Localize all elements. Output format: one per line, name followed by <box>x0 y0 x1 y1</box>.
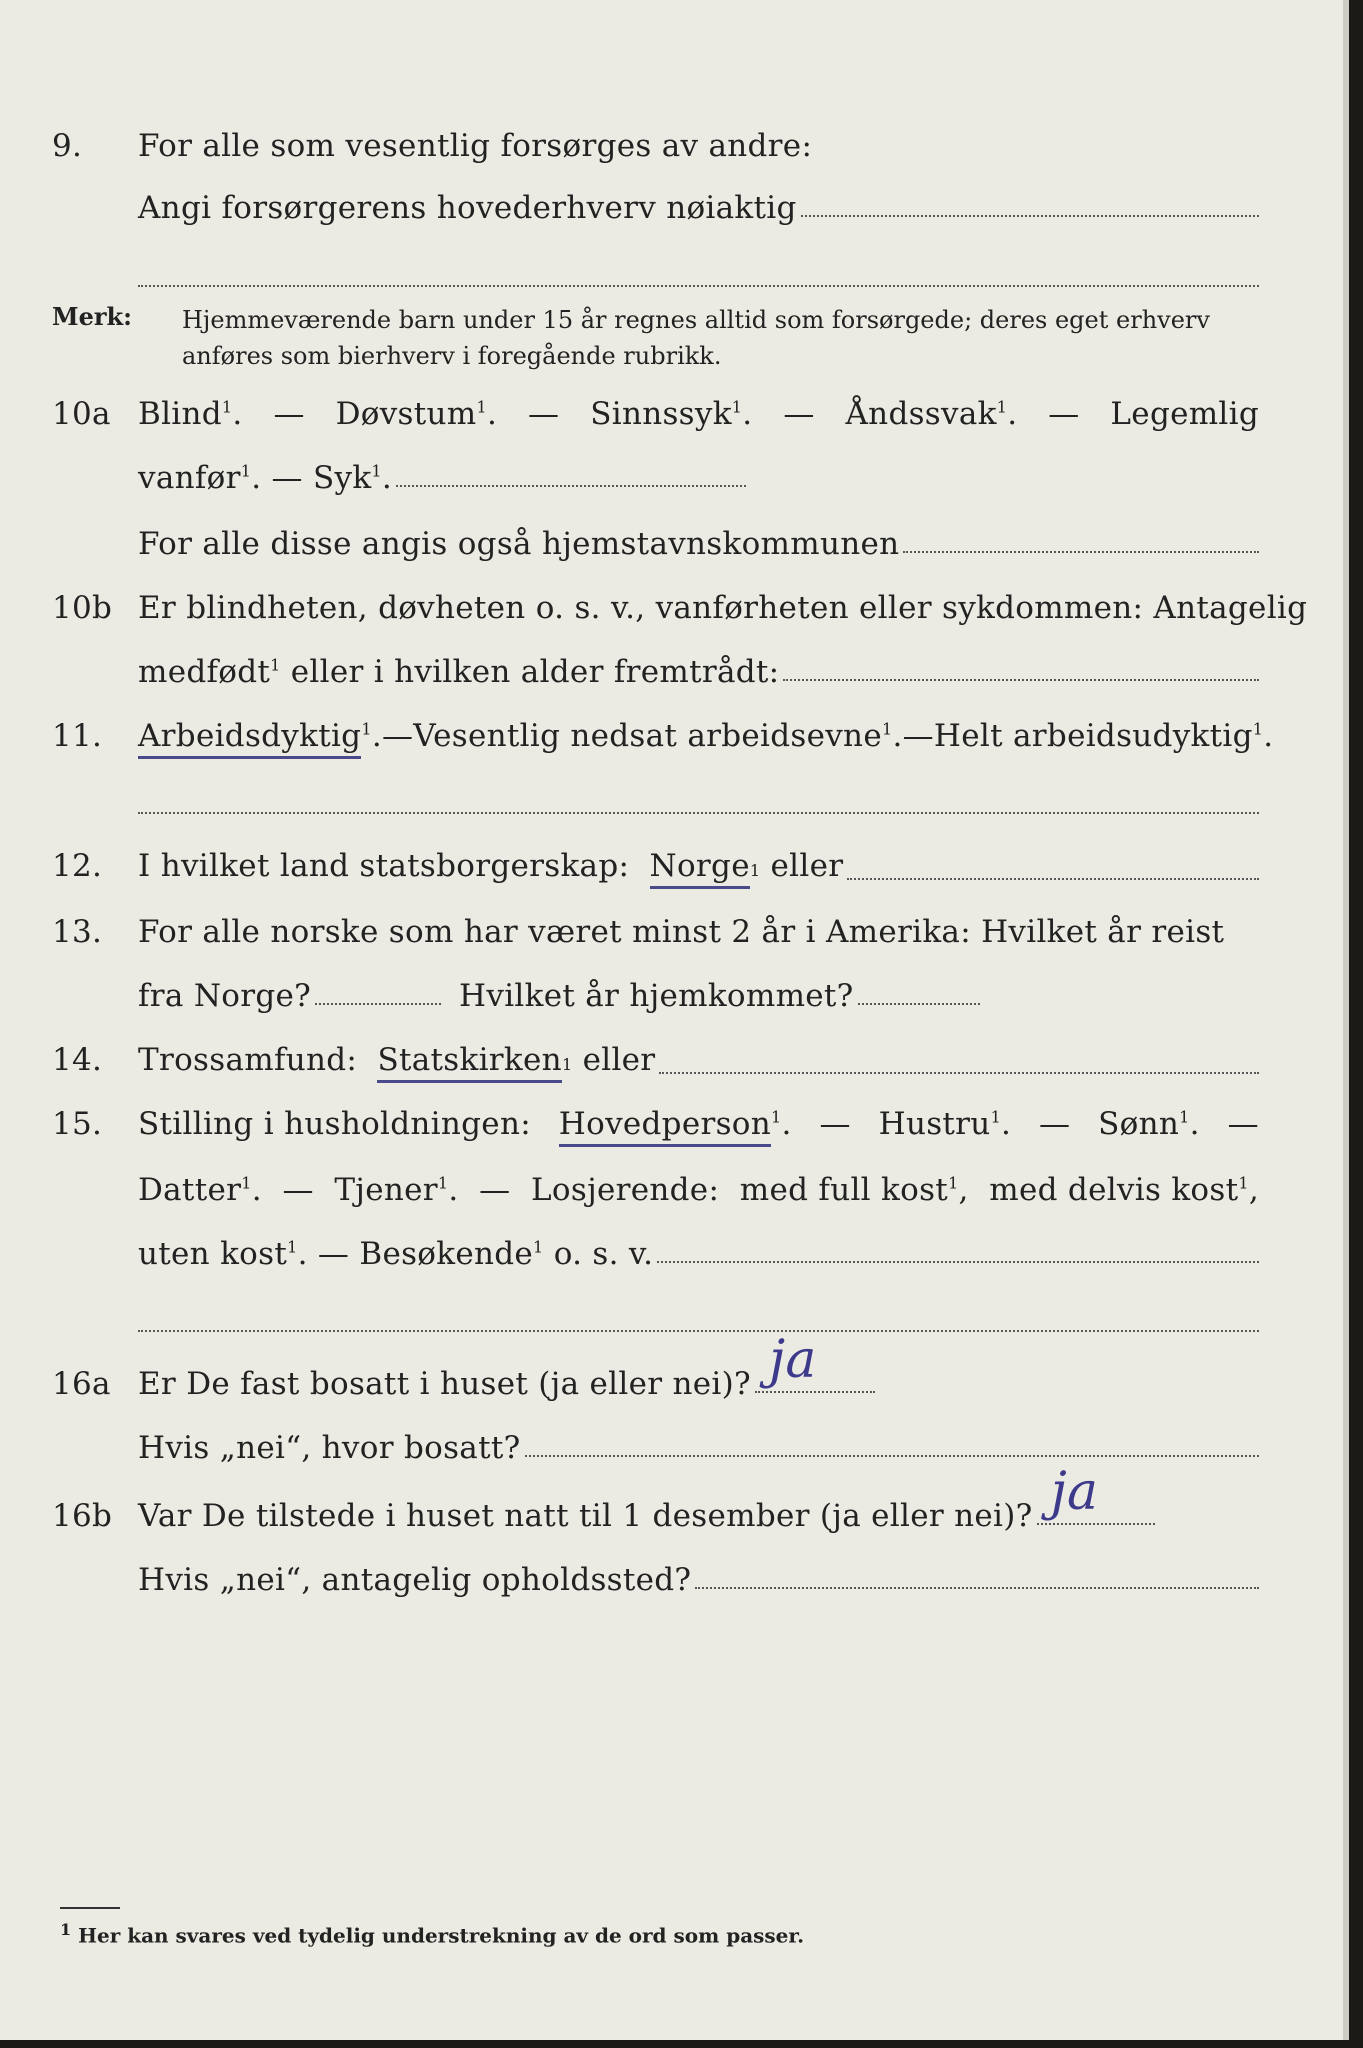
q13-fra-norge: fra Norge? <box>138 978 312 1014</box>
q15-text: Stilling i husholdningen: <box>138 1106 531 1142</box>
q9-question: Angi forsørgerens hovederhverv nøiaktig <box>138 190 797 226</box>
q10b-alder-text: eller i hvilken alder fremtrådt: <box>290 654 780 690</box>
opt-norge-underlined[interactable]: Norge <box>650 848 750 889</box>
footnote-text: Her kan svares ved tydelig understrekning av de ord som passer. <box>78 1923 805 1948</box>
census-form-page: 9. For alle som vesentlig forsørges av andre: Angi forsørgerens hovederhverv nøiaktig Merk: Hjemmeværende barn under 15 år regnes alltid som forsørgede; deres eget erhverv anføres som bierhverv i foregående rubrikk. 10a Blind$^1$. — Døvstum$^1$. — Sinnssyk$^1$. — Åndssvak$^1$. — Legemlig vanfør$^1$. — Syk$^1$. For alle disse angis også hjemstavnskommunen 10b Er blindheten, døvheten o. s. v., vanførheten eller sykdommen: Antagelig medfødt$^1$ eller i hvilken alder fremtrådt: 11. Arbeidsdyktig$^1$. — Vesentlig nedsat arbeidsevne$^1$. — Helt arbeidsudyktig$^1$. 12. I hvilket land statsborgerskap: Norge 1 eller 13. For alle norske som har været minst 2 år i Amerika: Hvilket år reist fra Norge? Hvilket år hjemkommet? 14. Trossamfund: Statskirken 1 eller 15. Stilling i husholdningen: Hovedperson$^1$. — Hustru$^1$. — Sønn$^1$. — Datter$^1$. — Tjener$^1$. — Losjerende: med full kost$^1$, med delvis kost$^1$, uten kost$^1$. — Besøkende$^1$ o. s. v. 16a Er De fast bosatt i huset (ja eller nei)? ja Hvis „nei“, hvor bosatt? 16b Var De tilstede i huset natt til 1 desember (ja eller nei)? ja Hvis „nei“, antagelig opholdssted? $^1$ Her kan svares ved tydelig understrekning av de ord som passer. <box>0 0 1349 2040</box>
opt-statskirken-underlined[interactable]: Statskirken <box>377 1042 561 1083</box>
q16a-question: Er De fast bosatt i huset (ja eller nei)? <box>138 1366 751 1402</box>
q15-field[interactable] <box>657 1260 1259 1263</box>
q16a-handwritten-answer: ja <box>768 1330 817 1390</box>
q12-eller: eller <box>770 848 844 884</box>
q14-text: Trossamfund: <box>138 1042 358 1078</box>
q16b-question: Var De tilstede i huset natt til 1 desember (ja eller nei)? <box>138 1498 1033 1534</box>
q9-separator <box>138 285 1259 287</box>
opt-sonn[interactable]: Sønn <box>1098 1106 1180 1142</box>
q11-separator <box>138 812 1259 814</box>
opt-blind[interactable]: Blind <box>138 396 222 432</box>
opt-nedsat[interactable]: Vesentlig nedsat arbeidsevne <box>413 718 882 754</box>
q10a-number: 10a <box>52 396 111 432</box>
q15-number: 15. <box>52 1106 103 1142</box>
q15-separator <box>138 1330 1259 1332</box>
q9-number: 9. <box>52 128 83 164</box>
q16b-number: 16b <box>52 1498 113 1534</box>
q16a-number: 16a <box>52 1366 111 1402</box>
footnote-rule <box>60 1907 120 1909</box>
opt-syk[interactable]: Syk <box>312 460 372 496</box>
opt-arbeidsdyktig-underlined[interactable]: Arbeidsdyktig <box>138 718 361 759</box>
opt-dovstum[interactable]: Døvstum <box>335 396 477 432</box>
opt-delvis-kost[interactable]: med delvis kost <box>989 1172 1239 1208</box>
q16a-answer-field[interactable] <box>755 1330 875 1393</box>
opt-full-kost[interactable]: med full kost <box>739 1172 949 1208</box>
opt-vanfor[interactable]: vanfør <box>138 460 241 496</box>
opt-hovedperson-underlined[interactable]: Hovedperson <box>559 1106 771 1147</box>
q13-hjemkommet: Hvilket år hjemkommet? <box>459 978 854 1014</box>
opt-medfodt[interactable]: medfødt <box>138 654 271 690</box>
q15-osv: o. s. v. <box>553 1236 654 1272</box>
opt-sinnssyk[interactable]: Sinnssyk <box>590 396 732 432</box>
opt-uten-kost[interactable]: uten kost <box>138 1236 288 1272</box>
q10b-number: 10b <box>52 590 113 626</box>
q12-field[interactable] <box>847 877 1259 880</box>
footnote-mark: 1 <box>60 1920 72 1939</box>
q14-field[interactable] <box>659 1071 1259 1074</box>
opt-datter[interactable]: Datter <box>138 1172 242 1208</box>
q10a-syk-field[interactable] <box>396 484 746 487</box>
opt-hustru[interactable]: Hustru <box>878 1106 991 1142</box>
q16b-opholdssted-field[interactable] <box>695 1586 1259 1589</box>
q13-text: For alle norske som har været minst 2 år i Amerika: Hvilket år reist <box>138 914 1225 950</box>
q10a-hjemstavn-field[interactable] <box>903 550 1259 553</box>
opt-andssvak[interactable]: Åndssvak <box>845 396 997 432</box>
q13-number: 13. <box>52 914 103 950</box>
opt-udyktig[interactable]: Helt arbeidsudyktig <box>933 718 1253 754</box>
q9-text: For alle som vesentlig forsørges av andre: <box>138 128 813 164</box>
q16b-opholdssted-question: Hvis „nei“, antagelig opholdssted? <box>138 1562 692 1598</box>
q13-reist-field[interactable] <box>315 1002 441 1005</box>
q13-hjemkommet-field[interactable] <box>858 1002 980 1005</box>
q10a-hjemstavn-text: For alle disse angis også hjemstavnskommunen <box>138 526 900 562</box>
q12-number: 12. <box>52 848 103 884</box>
q10b-text: Er blindheten, døvheten o. s. v., vanførheten eller sykdommen: Antagelig <box>138 590 1308 626</box>
q16a-hvor-field[interactable] <box>525 1454 1259 1457</box>
opt-tjener[interactable]: Tjener <box>334 1172 438 1208</box>
q9-answer-field[interactable] <box>801 214 1259 217</box>
q16a-hvor-question: Hvis „nei“, hvor bosatt? <box>138 1430 521 1466</box>
q16b-handwritten-answer: ja <box>1050 1462 1099 1522</box>
q14-number: 14. <box>52 1042 103 1078</box>
opt-legemlig[interactable]: Legemlig <box>1110 396 1259 432</box>
opt-losjerende: Losjerende: <box>531 1172 720 1208</box>
q10b-alder-field[interactable] <box>783 678 1259 681</box>
q12-text: I hvilket land statsborgerskap: <box>138 848 630 884</box>
opt-besokende[interactable]: Besøkende <box>359 1236 534 1272</box>
merk-label: Merk: <box>52 302 132 331</box>
q14-eller: eller <box>582 1042 656 1078</box>
merk-note: Hjemmeværende barn under 15 år regnes alltid som forsørgede; deres eget erhverv anføres som bierhverv i foregående rubrikk. <box>182 306 1210 370</box>
footnote <box>60 1920 804 1948</box>
q11-number: 11. <box>52 718 103 754</box>
q16b-answer-field[interactable] <box>1037 1462 1155 1525</box>
